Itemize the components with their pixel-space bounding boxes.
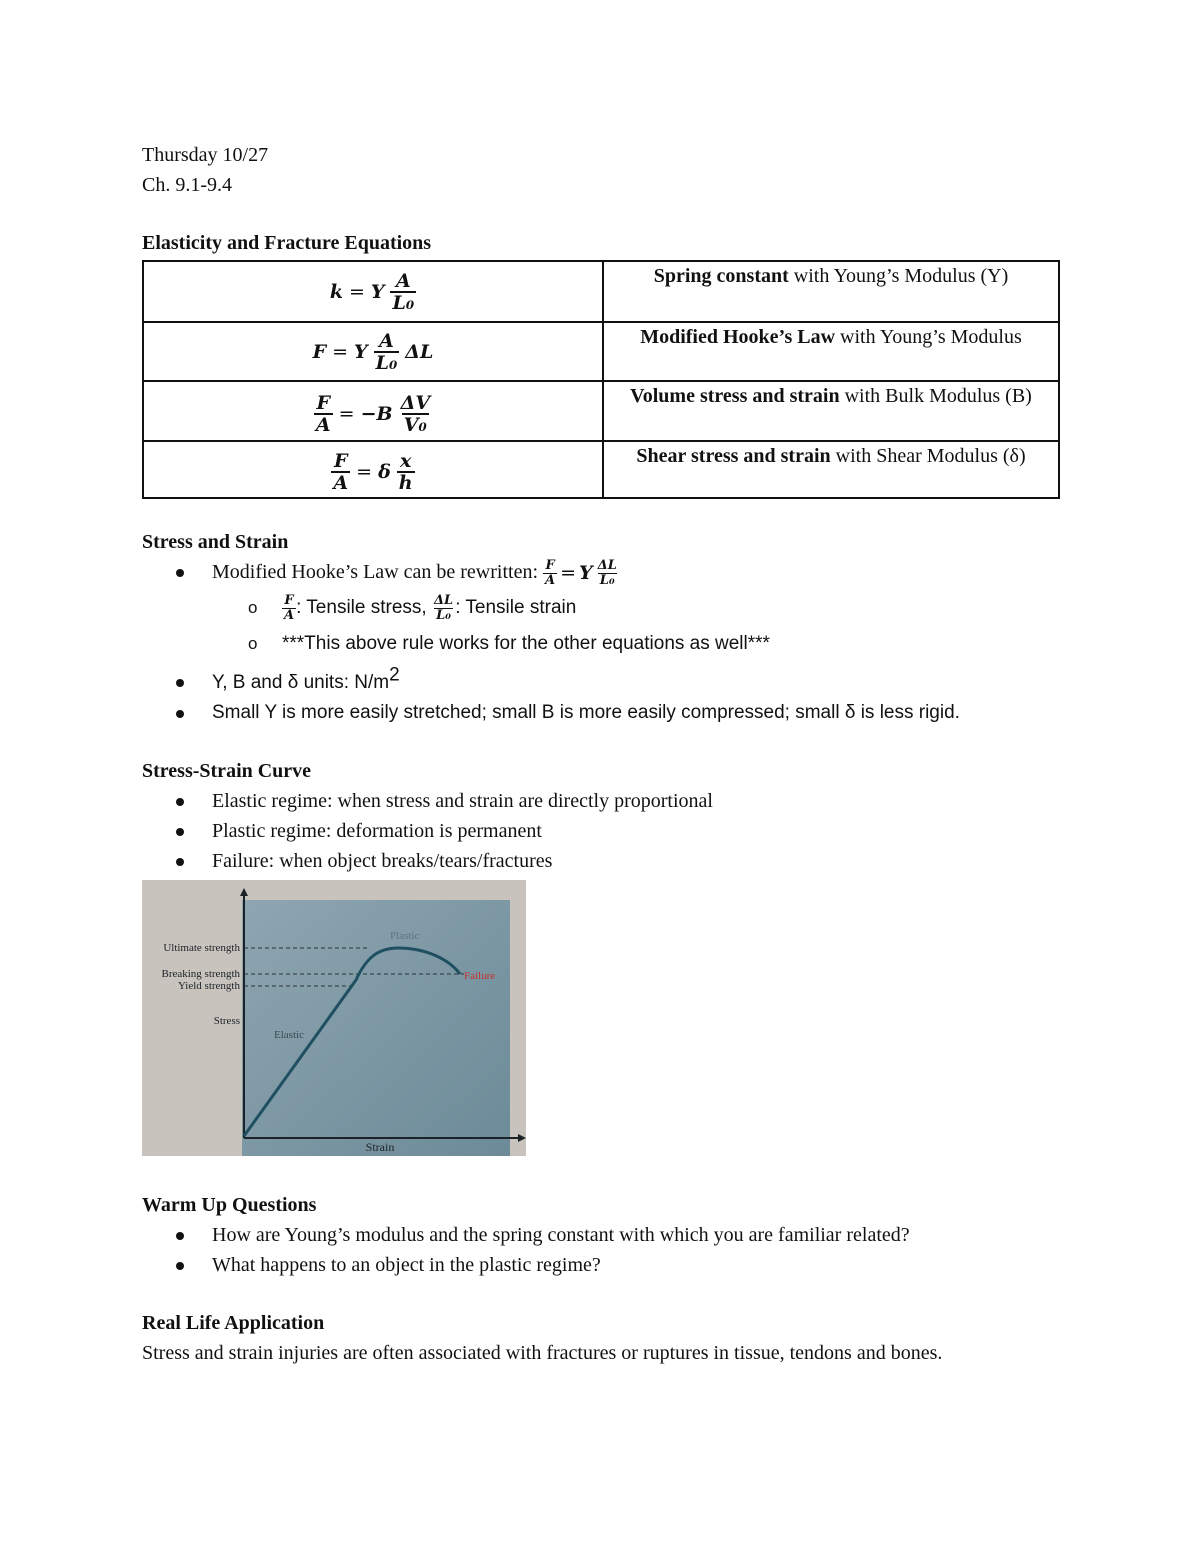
warmup-heading: Warm Up Questions [142, 1194, 317, 1216]
table-row [143, 261, 1059, 322]
desc-rest: with Young’s Modulus (Y) [788, 265, 1009, 287]
equations-table [142, 260, 1060, 499]
eq-coef: Y [370, 280, 385, 303]
equation-cell [143, 441, 603, 498]
plastic-label: Plastic [390, 930, 420, 942]
eq-coef: −B [360, 402, 393, 425]
eq-coef: δ [378, 461, 391, 483]
desc-bold: Modified Hooke’s Law [640, 326, 836, 348]
failure-label: Failure [464, 970, 496, 982]
stress-strain-graph [142, 880, 526, 1156]
eq-denominator: A [284, 607, 295, 623]
list-item [142, 588, 1060, 628]
equation-cell [143, 381, 603, 441]
eq-fraction [390, 271, 416, 313]
table-row [143, 322, 1059, 381]
list-item: o ***This above rule works for the other equations as well*** [142, 628, 1060, 660]
eq-numerator: F [545, 557, 555, 573]
description-cell [603, 322, 1059, 381]
strain-axis-label: Strain [365, 1140, 395, 1154]
date-line: Thursday 10/27 [142, 144, 269, 166]
tensile-stress-fraction [282, 594, 296, 623]
eq-equals: = [332, 340, 349, 363]
eq-fraction [596, 559, 619, 588]
eq-tail: ΔL [405, 340, 434, 363]
eq-denominator: A [315, 413, 331, 436]
equation-cell [143, 261, 603, 322]
eq-numerator: ΔV [400, 391, 431, 414]
desc-rest: with Young’s Modulus [835, 326, 1022, 348]
eq-numerator: x [400, 450, 412, 472]
equations-heading: Elasticity and Fracture Equations [142, 232, 432, 254]
eq-numerator: o F [284, 592, 294, 608]
list-item: Elastic regime: when stress and strain are directly proportional [142, 786, 1060, 816]
eq-coef: Y [579, 562, 593, 585]
bulk-modulus-equation [314, 393, 432, 435]
eq-numerator: ΔL [597, 557, 617, 573]
eq-fraction [282, 594, 296, 623]
hooke-rewrite-text: Modified Hooke’s Law can be rewritten: [212, 561, 544, 583]
eq-numerator: ΔL [433, 592, 454, 608]
eq-fraction [374, 331, 400, 373]
description-cell [603, 261, 1059, 322]
description-cell [603, 381, 1059, 441]
stress-strain-figure [142, 880, 526, 1156]
eq-denominator: A [545, 572, 556, 588]
shear-modulus-equation [331, 451, 414, 493]
eq-equals: = [356, 461, 373, 483]
eq-lhs: F [312, 340, 327, 363]
ultimate-strength-label: Ultimate strength [163, 942, 240, 954]
hookes-law-equation [313, 331, 434, 373]
application-heading: Real Life Application [142, 1312, 325, 1334]
desc-rest: with Shear Modulus (δ) [830, 445, 1026, 467]
list-item [142, 664, 1060, 698]
hooke-rewrite-equation [543, 558, 619, 588]
stress-strain-list [142, 557, 1060, 728]
table-row [143, 381, 1059, 441]
units-superscript: 2 [389, 664, 400, 686]
breaking-strength-label: Breaking strength [161, 968, 240, 980]
plot-area [242, 900, 510, 1156]
chapter-line: Ch. 9.1-9.4 [142, 174, 232, 196]
eq-lhs-fraction [543, 559, 557, 588]
eq-denominator: h [398, 472, 413, 494]
list-item: Small Y is more easily stretched; small B is more easily compressed; small δ is less rigid. [142, 698, 1060, 728]
desc-bold: Volume stress and strain [630, 385, 840, 407]
curve-heading: Stress-Strain Curve [142, 760, 312, 782]
list-item: Plastic regime: deformation is permanent [142, 816, 1060, 846]
eq-numerator: F [334, 450, 348, 472]
elastic-label: Elastic [274, 1029, 304, 1041]
eq-numerator: F [316, 391, 331, 414]
eq-denominator: A [333, 472, 349, 494]
sub-list [142, 588, 1060, 660]
desc-bold: Spring constant [653, 265, 789, 287]
desc-bold: Shear stress and strain [636, 445, 831, 467]
application-text: Stress and strain injuries are often associated with fractures or ruptures in tissue, tendons and bones. [142, 1342, 943, 1364]
curve-list [142, 786, 1060, 876]
stress-strain-heading: Stress and Strain [142, 531, 289, 553]
table-row [143, 441, 1059, 498]
eq-denominator: V₀ [403, 413, 427, 436]
eq-fraction [399, 393, 432, 435]
tensile-strain-fraction [432, 594, 455, 623]
units-text: Y, B and δ units: N/m [212, 672, 390, 693]
yield-strength-label: Yield strength [177, 980, 240, 992]
tensile-strain-label: : Tensile strain [455, 597, 577, 619]
eq-numerator: A [395, 269, 411, 292]
eq-fraction [432, 594, 455, 623]
eq-equals: = [348, 280, 365, 303]
eq-lhs: k [329, 280, 343, 303]
equation-cell [143, 322, 603, 381]
tensile-stress-label: : Tensile stress, [296, 597, 432, 619]
warmup-list [142, 1220, 1060, 1280]
list-item: What happens to an object in the plastic regime? [142, 1250, 1060, 1280]
eq-lhs-fraction [331, 451, 350, 493]
stress-axis-label: Stress [213, 1015, 240, 1027]
eq-denominator: L₀ [392, 291, 415, 314]
list-item: Failure: when object breaks/tears/fractures [142, 846, 1060, 876]
description-cell [603, 441, 1059, 498]
eq-lhs-fraction [314, 393, 333, 435]
spring-constant-equation [330, 271, 416, 313]
list-item: How are Young’s modulus and the spring constant with which you are familiar related? [142, 1220, 1060, 1250]
eq-denominator: L₀ [375, 351, 398, 374]
eq-denominator: L₀ [436, 607, 451, 623]
eq-fraction [397, 451, 415, 493]
document-page [142, 140, 1060, 1368]
eq-denominator: L₀ [599, 572, 615, 588]
eq-numerator: A [379, 329, 394, 352]
eq-equals: = [560, 562, 577, 585]
eq-coef: Y [354, 340, 368, 363]
desc-rest: with Bulk Modulus (B) [839, 385, 1032, 407]
eq-equals: = [338, 402, 355, 425]
